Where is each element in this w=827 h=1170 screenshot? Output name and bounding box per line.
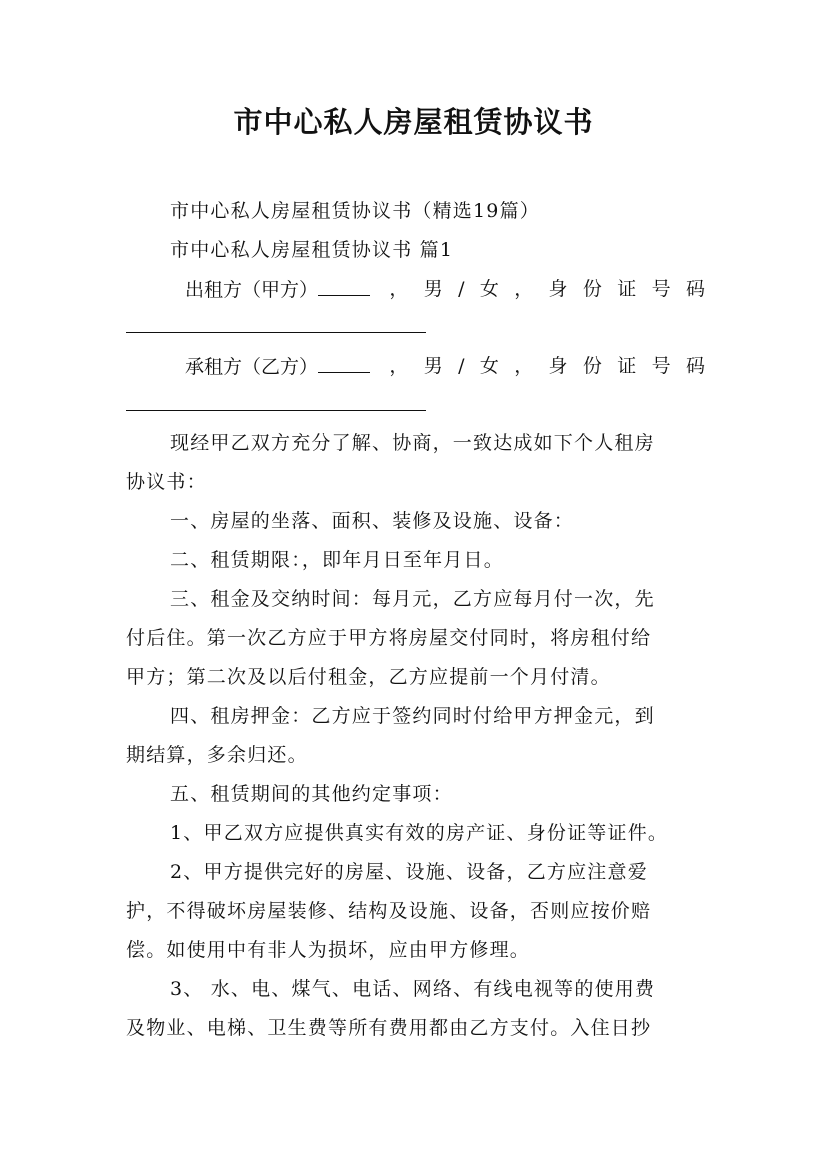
paragraph-line: 护，不得破坏房屋装修、结构及设施、设备，否则应按价赔 [126, 900, 652, 922]
paragraph-line: 二、租赁期限：，即年月日至年月日。 [170, 549, 504, 571]
paragraph-line: 期结算，多余归还。 [126, 744, 308, 766]
lessor-part: ， [389, 278, 409, 300]
lessor-name-blank [318, 277, 370, 296]
lessor-part: 号 [651, 278, 671, 300]
lessee-part: ， [514, 355, 534, 377]
paragraph-line: 一、房屋的坐落、面积、装修及设施、设备： [170, 510, 575, 532]
lessee-label-group [185, 354, 374, 379]
lessor-line [185, 277, 705, 302]
paragraph-line: 1、甲乙双方应提供真实有效的房产证、身份证等证件。 [170, 822, 669, 844]
lessor-label-group [185, 277, 374, 302]
lessee-part: / [458, 355, 465, 377]
paragraph-line: 3、 水、电、煤气、电话、网络、有线电视等的使用费 [170, 978, 656, 1000]
lessor-part: 身 [548, 278, 568, 300]
paragraph-line: 四、租房押金：乙方应于签约同时付给甲方押金元，到 [170, 705, 655, 727]
lessee-name-blank [318, 354, 370, 373]
lessee-part: 码 [685, 355, 705, 377]
lessor-label: 出租方（甲方） [185, 279, 319, 301]
paragraph-line: 付后住。第一次乙方应于甲方将房屋交付同时，将房租付给 [126, 627, 652, 649]
lessor-part: ， [514, 278, 534, 300]
lessee-part: ， [389, 355, 409, 377]
lessor-id-blank [126, 332, 426, 333]
section-heading: 市中心私人房屋租赁协议书 篇1 [170, 239, 454, 261]
lessor-part: 证 [617, 278, 637, 300]
document-subtitle: 市中心私人房屋租赁协议书（精选19篇） [170, 200, 540, 222]
paragraph-line: 偿。如使用中有非人为损坏，应由甲方修理。 [126, 939, 531, 961]
lessee-line [185, 354, 705, 379]
paragraph-line: 及物业、电梯、卫生费等所有费用都由乙方支付。入住日抄 [126, 1017, 652, 1039]
lessee-part: 女 [479, 355, 499, 377]
lessee-part: 男 [423, 355, 443, 377]
lessee-part: 份 [582, 355, 602, 377]
document-title: 市中心私人房屋租赁协议书 [233, 105, 594, 139]
paragraph-line: 现经甲乙双方充分了解、协商，一致达成如下个人租房 [170, 432, 655, 454]
lessee-part: 身 [548, 355, 568, 377]
lessor-part: / [458, 278, 465, 300]
paragraph-line: 2、甲方提供完好的房屋、设施、设备，乙方应注意爱 [170, 861, 648, 883]
lessee-part: 号 [651, 355, 671, 377]
lessee-id-blank [126, 410, 426, 411]
paragraph-line: 五、租赁期间的其他约定事项： [170, 783, 453, 805]
lessor-part: 码 [685, 278, 705, 300]
paragraph-line: 协议书： [126, 471, 207, 493]
lessee-part: 证 [617, 355, 637, 377]
lessee-label: 承租方（乙方） [185, 356, 319, 378]
lessor-part: 女 [479, 278, 499, 300]
paragraph-line: 甲方；第二次及以后付租金，乙方应提前一个月付清。 [126, 666, 611, 688]
lessor-part: 男 [423, 278, 443, 300]
lessor-part: 份 [582, 278, 602, 300]
paragraph-line: 三、租金及交纳时间：每月元，乙方应每月付一次，先 [170, 588, 655, 610]
